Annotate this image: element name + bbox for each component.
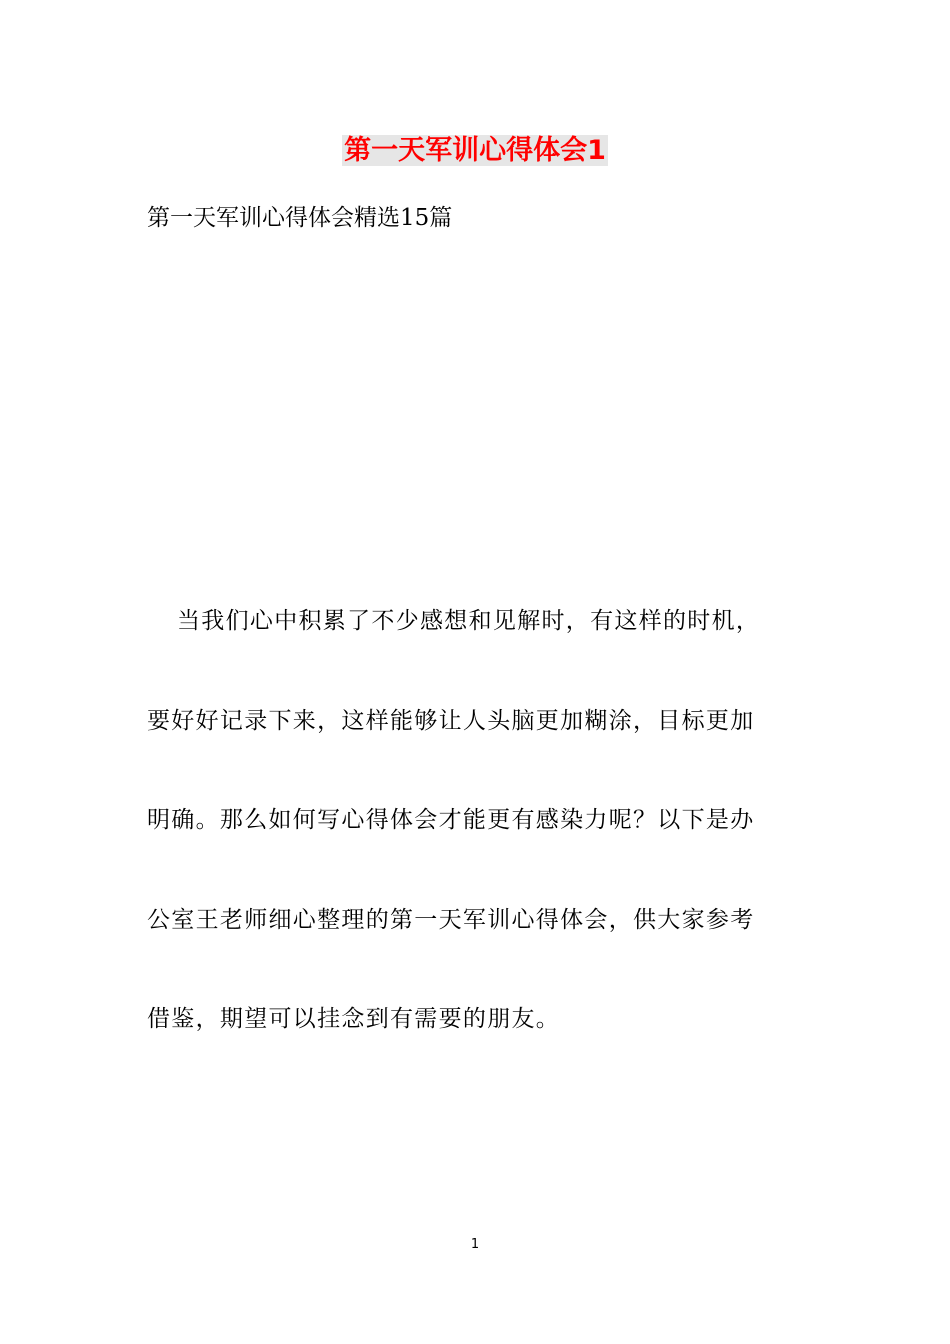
paragraph-line: 要好好记录下来，这样能够让人头脑更加糊涂，目标更加 bbox=[147, 708, 755, 734]
paragraph-line: 借鉴，期望可以挂念到有需要的朋友。 bbox=[147, 1006, 561, 1032]
paragraph-line: 当我们心中积累了不少感想和见解时，有这样的时机， bbox=[177, 608, 761, 634]
page-number: 1 bbox=[470, 1237, 480, 1252]
document-subtitle: 第一天军训心得体会精选15篇 bbox=[147, 205, 453, 231]
document-title-text: 第一天军训心得体会1 bbox=[344, 135, 606, 166]
paragraph-line: 公室王老师细心整理的第一天军训心得体会，供大家参考 bbox=[147, 907, 755, 933]
paragraph-line: 明确。那么如何写心得体会才能更有感染力呢？以下是办 bbox=[147, 807, 755, 833]
document-title bbox=[0, 133, 950, 169]
